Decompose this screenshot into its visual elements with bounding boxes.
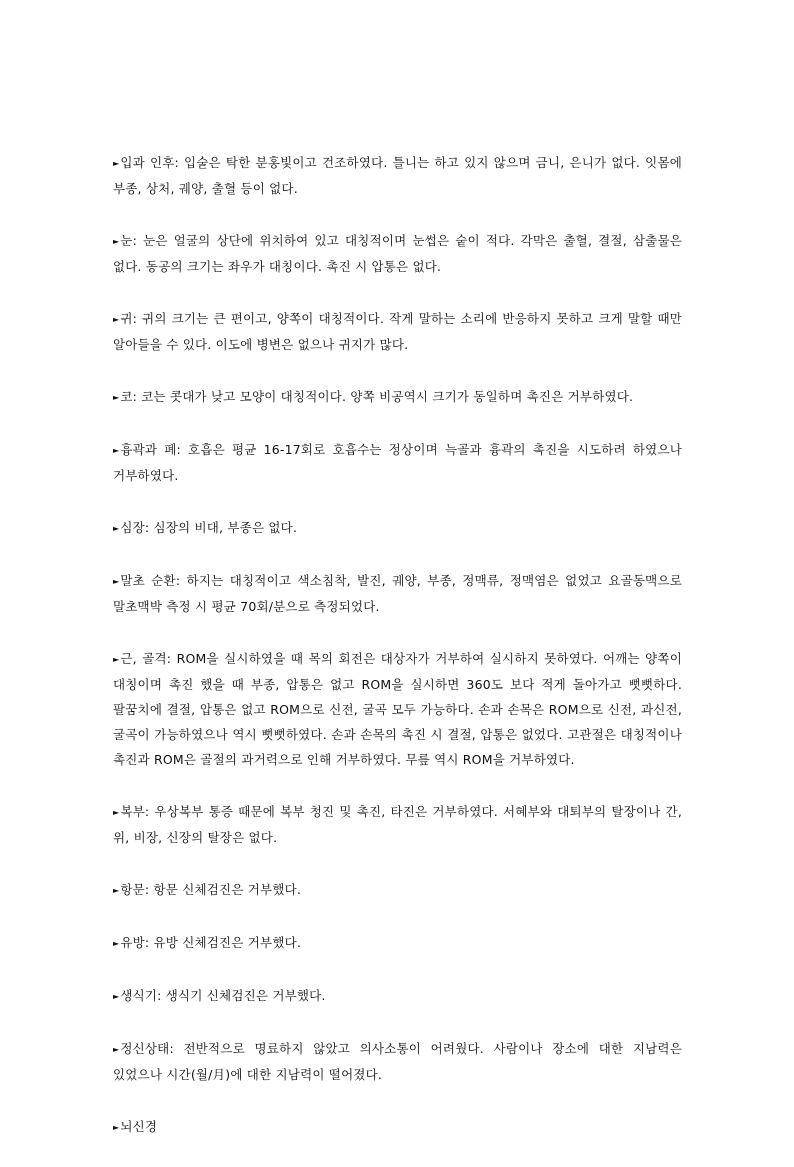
entry-text: 뇌신경	[120, 1119, 158, 1134]
entry-musculoskeletal	[113, 646, 682, 772]
triangle-bullet-icon: ►	[113, 655, 120, 664]
entry-text: 근, 골격: ROM을 실시하였을 때 목의 회전은 대상자가 거부하여 실시하지 못하였다. 어깨는 양쪽이 대칭이며 촉진 했을 때 부종, 압통은 없고 ROM을 실시하면 360도 보다 적게 돌아가고 뻣뻣하다. 팔꿈치에 결절, 압통은 없고 ROM으로 신전, 굴곡 모두 가능하다. 손과 손목은 ROM으로 신전, 과신전, 굴곡이 가능하였으나 역시 뻣뻣하였다. 손과 손목의 촉진 시 결절, 압통은 없었다. 고관절은 대칭적이나 촉진과 ROM은 골절의 과거력으로 인해 거부하였다. 무릎 역시 ROM을 거부하였다.	[113, 651, 682, 767]
entry-ears	[113, 306, 682, 357]
entry-text: 코: 코는 콧대가 낮고 모양이 대칭적이다. 양쪽 비공역시 크기가 동일하며 촉진은 거부하였다.	[120, 389, 634, 404]
triangle-bullet-icon: ►	[113, 446, 120, 455]
triangle-bullet-icon: ►	[113, 237, 120, 246]
document-page	[113, 150, 682, 1167]
triangle-bullet-icon: ►	[113, 939, 120, 948]
triangle-bullet-icon: ►	[113, 1123, 120, 1132]
entry-chest-lungs	[113, 437, 682, 488]
triangle-bullet-icon: ►	[113, 315, 120, 324]
entry-text: 입과 인후: 입술은 탁한 분홍빛이고 건조하였다. 틀니는 하고 있지 않으며 금니, 은니가 없다. 잇몸에 부종, 상처, 궤양, 출혈 등이 없다.	[113, 155, 682, 196]
entry-genitals	[113, 983, 682, 1009]
entry-breast	[113, 930, 682, 956]
entry-mouth-throat	[113, 150, 682, 201]
entry-anus	[113, 877, 682, 903]
triangle-bullet-icon: ►	[113, 886, 120, 895]
entry-text: 유방: 유방 신체검진은 거부했다.	[120, 935, 302, 950]
triangle-bullet-icon: ►	[113, 992, 120, 1001]
entry-text: 항문: 항문 신체검진은 거부했다.	[120, 882, 302, 897]
entry-mental-status	[113, 1036, 682, 1087]
triangle-bullet-icon: ►	[113, 524, 120, 533]
entry-text: 생식기: 생식기 신체검진은 거부했다.	[120, 988, 326, 1003]
entry-text: 심장: 심장의 비대, 부종은 없다.	[120, 520, 298, 535]
entry-text: 흉곽과 폐: 호흡은 평균 16-17회로 호흡수는 정상이며 늑골과 흉곽의 촉진을 시도하려 하였으나 거부하였다.	[113, 442, 682, 483]
entry-eyes	[113, 228, 682, 279]
triangle-bullet-icon: ►	[113, 159, 120, 168]
triangle-bullet-icon: ►	[113, 577, 120, 586]
entry-heart	[113, 515, 682, 541]
entry-text: 말초 순환: 하지는 대칭적이고 색소침착, 발진, 궤양, 부종, 정맥류, 정맥염은 없었고 요골동맥으로 말초맥박 측정 시 평균 70회/분으로 측정되었다.	[113, 573, 682, 614]
triangle-bullet-icon: ►	[113, 393, 120, 402]
entry-text: 정신상태: 전반적으로 명료하지 않았고 의사소통이 어려웠다. 사람이나 장소에 대한 지남력은 있었으나 시간(월/月)에 대한 지남력이 떨어졌다.	[113, 1041, 682, 1082]
entry-text: 귀: 귀의 크기는 큰 편이고, 양쪽이 대칭적이다. 작게 말하는 소리에 반응하지 못하고 크게 말할 때만 알아들을 수 있다. 이도에 병변은 없으나 귀지가 많다.	[113, 311, 682, 352]
triangle-bullet-icon: ►	[113, 808, 120, 817]
triangle-bullet-icon: ►	[113, 1045, 120, 1054]
entry-peripheral-circulation	[113, 568, 682, 619]
entry-text: 복부: 우상복부 통증 때문에 복부 청진 및 촉진, 타진은 거부하였다. 서혜부와 대퇴부의 탈장이나 간, 위, 비장, 신장의 탈장은 없다.	[113, 804, 682, 845]
entry-abdomen	[113, 799, 682, 850]
entry-nose	[113, 384, 682, 410]
entry-cranial-nerves	[113, 1114, 682, 1140]
entry-text: 눈: 눈은 얼굴의 상단에 위치하여 있고 대칭적이며 눈썹은 숱이 적다. 각막은 출혈, 결절, 삼출물은 없다. 동공의 크기는 좌우가 대칭이다. 촉진 시 압통은 없다.	[113, 233, 682, 274]
